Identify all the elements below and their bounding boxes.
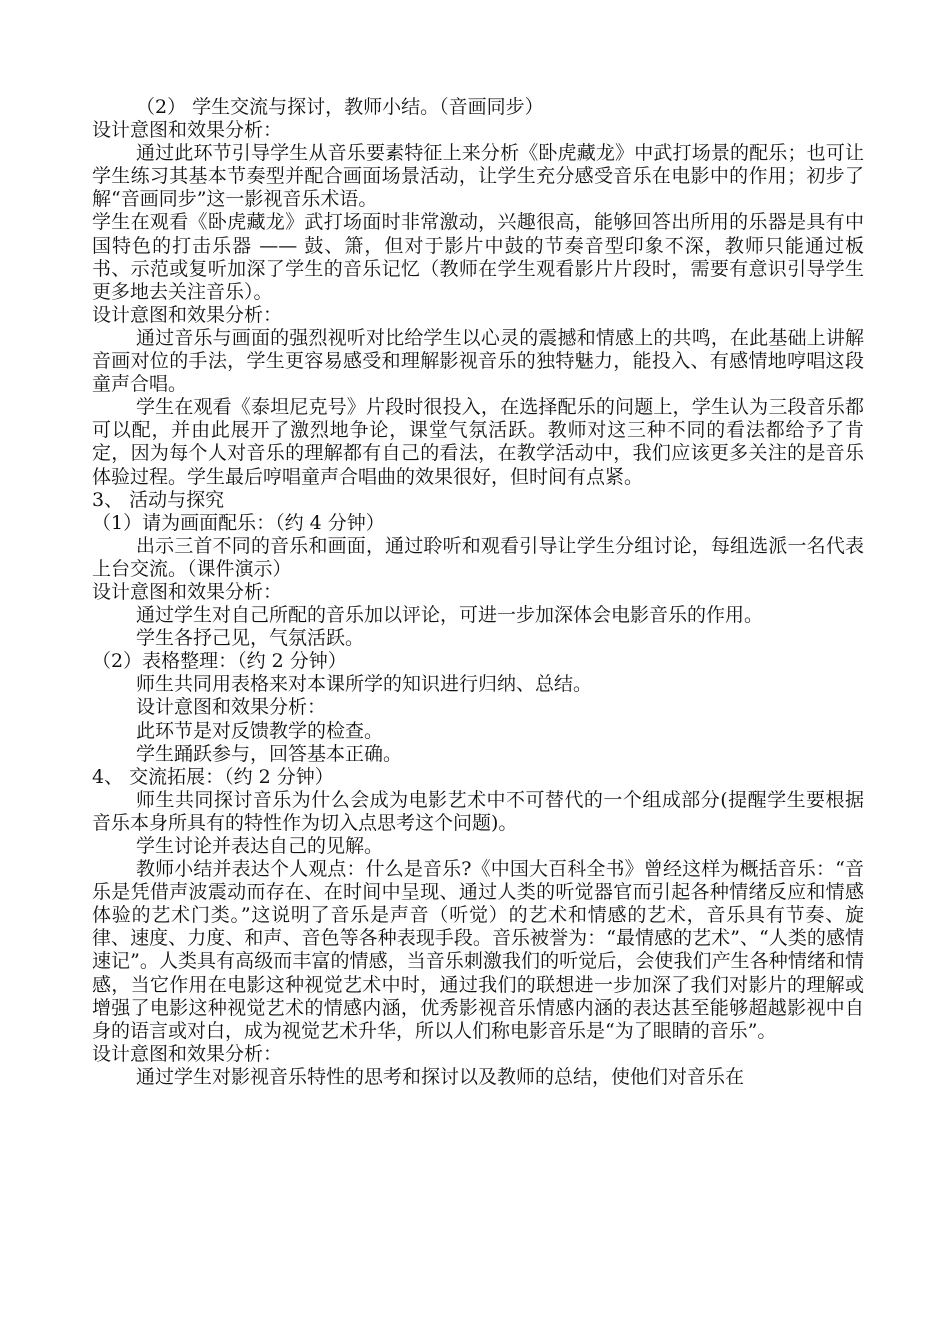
- heading-design-intent: 设计意图和效果分析：: [92, 1042, 283, 1065]
- paragraph-feedback-check: 此环节是对反馈教学的检查。: [136, 719, 384, 742]
- paragraph-why-music: 师生共同探讨音乐为什么会成为电影艺术中不可替代的一个组成部分(提醒学生要根据音乐本身所具有的特性作为切入点思考这个问题)。: [92, 788, 864, 834]
- paragraph-audio-visual-contrast: 通过音乐与画面的强烈视听对比给学生以心灵的震撼和情感上的共鸣，在此基础上讲解音画对位的手法，学生更容易感受和理解影视音乐的独特魅力，能投入、有感情地哼唱这段童声合唱。: [92, 326, 864, 396]
- paragraph-titanic-discussion: 学生在观看《泰坦尼克号》片段时很投入，在选择配乐的问题上，学生认为三段音乐都可以配，并由此展开了激烈地争论，课堂气氛活跃。教师对这三种不同的看法都给予了肯定，因为每个人对音乐的理解都有自己的看法，在教学活动中，我们应该更多关注的是音乐体验过程。学生最后哼唱童声合唱曲的效果很好，但时间有点紧。: [92, 396, 864, 488]
- document-body: [92, 96, 864, 1089]
- heading-design-intent: 设计意图和效果分析：: [92, 119, 283, 142]
- subheading-score-the-picture: （1）请为画面配乐：（约 4 分钟）: [92, 511, 385, 534]
- heading-design-intent: 设计意图和效果分析：: [136, 696, 327, 719]
- paragraph-exchange-summary: （2） 学生交流与探讨，教师小结。（音画同步）: [136, 96, 544, 118]
- paragraph-lively-atmosphere: 学生各抒己见，气氛活跃。: [136, 627, 365, 650]
- heading-design-intent: 设计意图和效果分析：: [92, 580, 283, 603]
- paragraph-teacher-summary: 教师小结并表达个人观点：什么是音乐?《中国大百科全书》曾经这样为概括音乐：“音乐是凭借声波震动而存在、在时间中呈现、通过人类的听觉器官而引起各种情绪反应和情感体验的艺术门类。”这说明了音乐是声音（听觉）的艺术和情感的艺术，音乐具有节奏、旋律、速度、力度、和声、音色等各种表现手段。音乐被誉为：“最情感的艺术”、“人类的感情速记”。人类具有高级而丰富的情感，当音乐刺激我们的听觉后，会使我们产生各种情绪和情感，当它作用在电影这种视觉艺术中时，通过我们的联想进一步加深了我们对影片的理解或增强了电影这种视觉艺术的情感内涵，优秀影视音乐情感内涵的表达甚至能够超越影视中自身的语言或对白，成为视觉艺术升华，所以人们称电影音乐是“为了眼睛的音乐”。: [92, 858, 864, 1042]
- paragraph-student-reaction: 学生在观看《卧虎藏龙》武打场面时非常激动，兴趣很高，能够回答出所用的乐器是具有中国特色的打击乐器 —— 鼓、箫，但对于影片中鼓的节奏音型印象不深，教师只能通过板书、示范或复听加深了学生的音乐记忆（教师在学生观看影片片段时，需要有意识引导学生更多地去关注音乐）。: [92, 211, 864, 303]
- paragraph-student-views: 学生讨论并表达自己的见解。: [136, 835, 384, 857]
- subheading-table-summary: （2）表格整理：（约 2 分钟）: [92, 650, 347, 673]
- paragraph-student-comment: 通过学生对自己所配的音乐加以评论，可进一步加深体会电影音乐的作用。: [136, 604, 764, 627]
- paragraph-three-pieces: 出示三首不同的音乐和画面，通过聆听和观看引导让学生分组讨论，每组选派一名代表上台交流。（课件演示）: [92, 534, 864, 580]
- section-heading-activity: 3、 活动与探究: [92, 488, 225, 511]
- paragraph-table-summary: 师生共同用表格来对本课所学的知识进行归纳、总结。: [136, 673, 593, 696]
- paragraph-active-participation: 学生踊跃参与，回答基本正确。: [136, 742, 403, 765]
- section-heading-exchange: 4、 交流拓展：（约 2 分钟）: [92, 765, 334, 788]
- heading-design-intent: 设计意图和效果分析：: [92, 303, 283, 326]
- paragraph-crouching-tiger-analysis: 通过此环节引导学生从音乐要素特征上来分析《卧虎藏龙》中武打场景的配乐；也可让学生练习其基本节奏型并配合画面场景活动，让学生充分感受音乐在电影中的作用；初步了解“音画同步”这一影视音乐术语。: [92, 142, 864, 211]
- paragraph-closing: 通过学生对影视音乐特性的思考和探讨以及教师的总结，使他们对音乐在: [136, 1065, 745, 1088]
